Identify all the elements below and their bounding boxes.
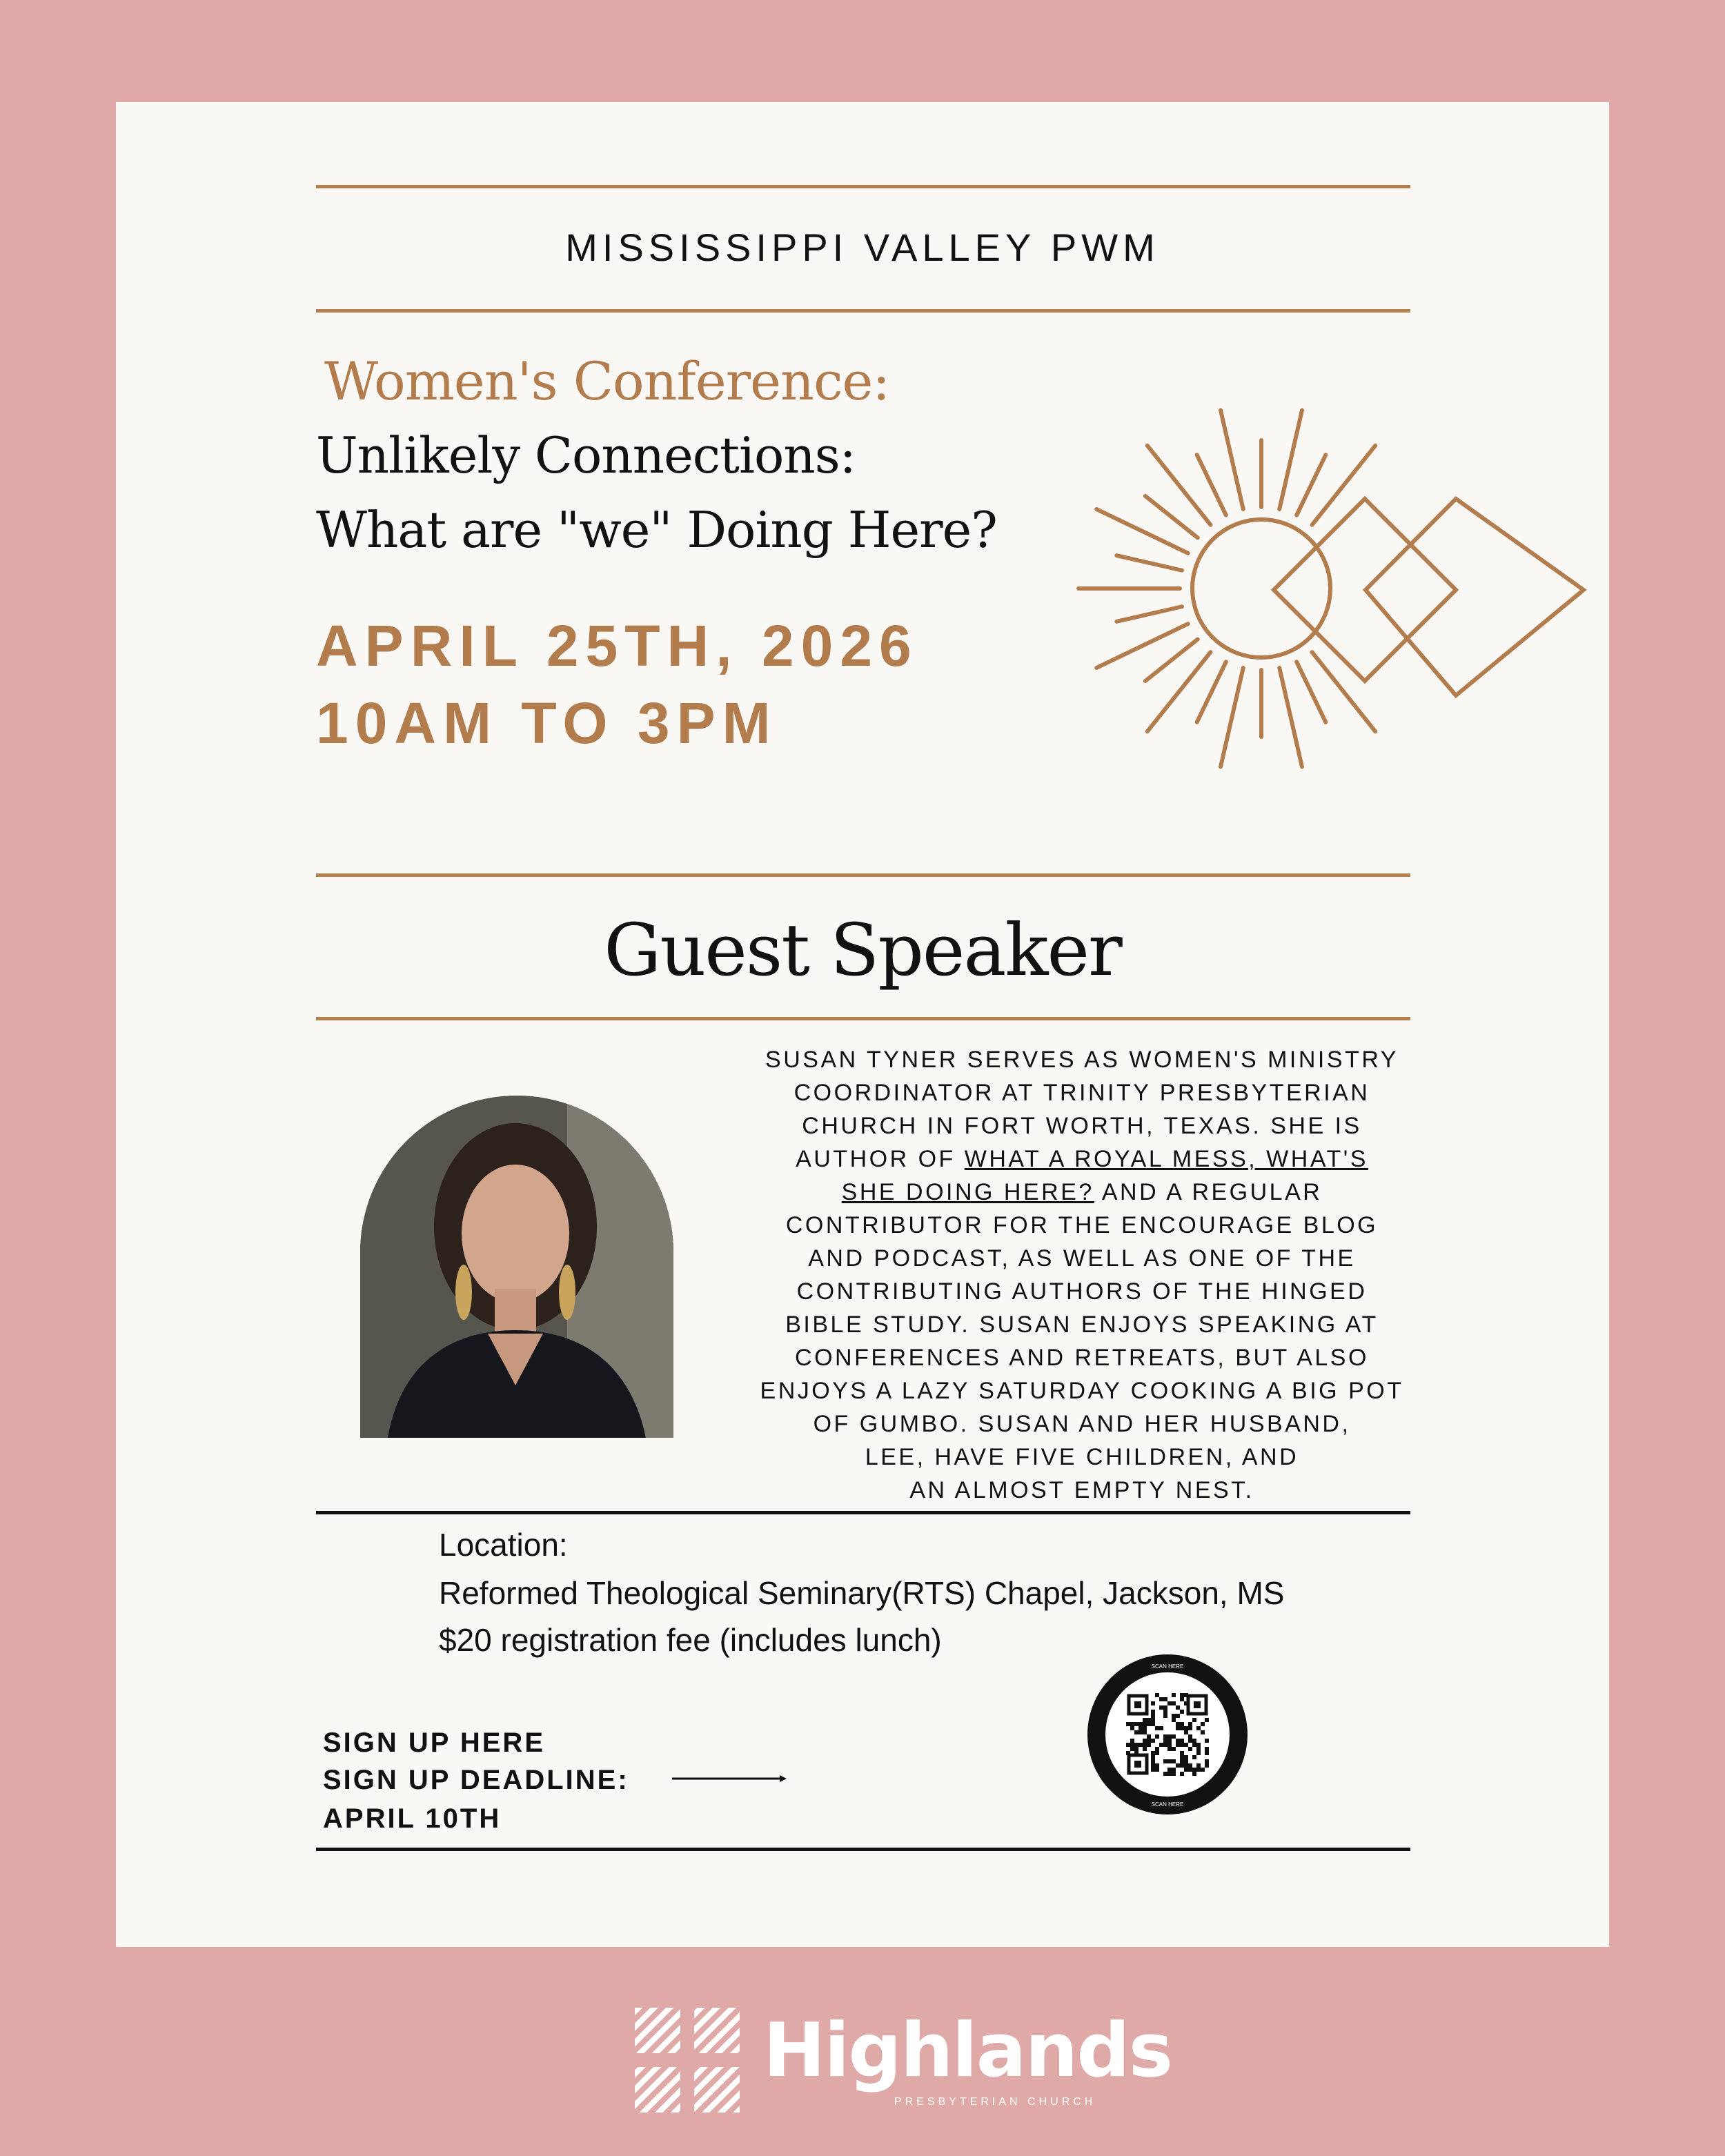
qr-module [1138,1722,1143,1726]
qr-module [1184,1763,1188,1768]
qr-bottom-label: SCAN HERE [1151,1801,1184,1808]
book-title-part1: WHAT A ROYAL MESS, WHAT'S [964,1146,1368,1172]
arrow-right-icon [671,1772,788,1786]
qr-module [1151,1722,1155,1726]
bio-line [737,1143,1427,1176]
organization-title: MISSISSIPPI VALLEY PWM [565,226,1160,269]
book-title-part2: SHE DOING HERE? [841,1179,1094,1205]
sun-ray [1221,411,1243,509]
qr-module [1167,1743,1172,1747]
qr-module [1184,1768,1188,1772]
qr-module [1151,1701,1155,1705]
signup-deadline-label: SIGN UP DEADLINE: [323,1765,629,1795]
qr-module [1184,1743,1188,1747]
event-time: 10AM TO 3PM [316,691,778,755]
qr-module [1172,1747,1176,1751]
sun-ray [1197,662,1226,722]
qr-module [1176,1705,1180,1710]
qr-module [1155,1747,1159,1751]
qr-module [1159,1705,1163,1710]
registration-fee: $20 registration fee (includes lunch) [439,1622,942,1658]
qr-module [1196,1763,1201,1768]
qr-module [1151,1714,1155,1718]
qr-module [1163,1710,1167,1714]
qr-module [1134,1730,1138,1734]
qr-module [1151,1739,1155,1743]
sun-ray [1116,555,1182,571]
qr-module [1151,1718,1155,1722]
qr-module [1138,1743,1143,1747]
qr-module [1201,1722,1205,1726]
qr-module [1151,1768,1155,1772]
event-date: APRIL 25TH, 2026 [316,613,918,678]
bio-text: AND A REGULAR [1094,1179,1323,1205]
qr-module [1188,1768,1192,1772]
sun-ray [1279,411,1302,509]
qr-module [1163,1734,1167,1739]
qr-module [1196,1768,1201,1772]
qr-module [1188,1747,1192,1751]
qr-module [1138,1726,1143,1730]
qr-module [1143,1726,1147,1730]
qr-module [1155,1768,1159,1772]
bio-line: CONFERENCES AND RETREATS, BUT ALSO [795,1345,1369,1371]
qr-module [1155,1693,1159,1697]
bio-line: CHURCH IN FORT WORTH, TEXAS. SHE IS [802,1113,1362,1139]
qr-module [1192,1772,1196,1776]
sun-ray [1147,652,1211,731]
qr-module [1143,1743,1147,1747]
qr-module [1180,1739,1184,1743]
qr-module [1205,1739,1209,1743]
logo-wordmark: Highlands [763,2008,1172,2094]
qr-module [1188,1722,1192,1726]
qr-module [1147,1734,1151,1739]
qr-module [1126,1722,1130,1726]
bio-line: ENJOYS A LAZY SATURDAY COOKING A BIG POT [760,1378,1404,1404]
bio-line: AN ALMOST EMPTY NEST. [909,1477,1254,1503]
qr-top-label: SCAN HERE [1151,1663,1184,1670]
qr-module [1167,1734,1172,1739]
sun-ray [1312,446,1376,525]
qr-module [1163,1697,1167,1701]
event-title-line2: What are "we" Doing Here? [316,501,997,559]
qr-module [1201,1730,1205,1734]
bio-line: LEE, HAVE FIVE CHILDREN, AND [865,1444,1299,1470]
qr-module [1130,1726,1134,1730]
sun-ray [1221,668,1243,767]
qr-module [1147,1718,1151,1722]
qr-module [1163,1739,1167,1743]
qr-module [1143,1739,1147,1743]
qr-module [1151,1751,1155,1755]
qr-module [1180,1726,1184,1730]
qr-module [1167,1768,1172,1772]
qr-module [1130,1743,1134,1747]
qr-module [1163,1759,1167,1763]
qr-module [1126,1743,1130,1747]
qr-module [1172,1759,1176,1763]
logo-subtitle: PRESBYTERIAN CHURCH [894,2096,1096,2108]
qr-module [1180,1722,1184,1726]
qr-module [1184,1755,1188,1759]
qr-module [1130,1739,1134,1743]
sun-ray [1279,668,1302,767]
qr-module [1130,1722,1134,1726]
qr-module [1176,1726,1180,1730]
qr-module [1147,1722,1151,1726]
qr-module [1176,1763,1180,1768]
qr-module [1196,1747,1201,1751]
location-label: Location: [439,1527,568,1563]
qr-module [1192,1743,1196,1747]
bio-line: BIBLE STUDY. SUSAN ENJOYS SPEAKING AT [785,1312,1379,1338]
qr-module [1184,1726,1188,1730]
bio-line: CONTRIBUTING AUTHORS OF THE HINGED [796,1278,1368,1305]
qr-module [1138,1730,1143,1734]
qr-module [1143,1747,1147,1751]
qr-module [1159,1697,1163,1701]
qr-module [1151,1759,1155,1763]
qr-code[interactable] [1086,1653,1249,1816]
qr-module [1180,1710,1184,1714]
sun-ray [1197,455,1226,515]
qr-module [1205,1759,1209,1763]
qr-module [1205,1718,1209,1722]
qr-module [1134,1743,1138,1747]
qr-module [1151,1710,1155,1714]
details-bottom-rule [316,1848,1410,1851]
qr-module [1151,1763,1155,1768]
qr-module [1155,1751,1159,1755]
conference-subtitle: Women's Conference: [324,350,890,412]
qr-module [1196,1743,1201,1747]
qr-module [1184,1730,1188,1734]
sun-ray [1297,662,1325,722]
qr-module [1172,1714,1176,1718]
qr-module [1167,1747,1172,1751]
qr-module [1155,1763,1159,1768]
details-top-rule [316,1511,1410,1514]
qr-module [1180,1743,1184,1747]
qr-module [1192,1739,1196,1743]
top-rule [316,185,1410,188]
qr-module [1147,1743,1151,1747]
qr-module [1163,1705,1167,1710]
qr-module [1172,1693,1176,1697]
qr-module [1192,1718,1196,1722]
qr-module [1172,1718,1176,1722]
qr-module [1163,1772,1167,1776]
qr-module [1176,1722,1180,1726]
qr-module [1184,1759,1188,1763]
qr-module [1205,1751,1209,1755]
qr-module [1196,1751,1201,1755]
qr-module [1172,1772,1176,1776]
qr-module [1167,1772,1172,1776]
flyer-card [116,102,1609,1947]
qr-module [1130,1747,1134,1751]
qr-module [1143,1722,1147,1726]
qr-module [1180,1751,1184,1755]
org-rule [316,309,1410,313]
qr-module [1163,1743,1167,1747]
qr-module [1188,1763,1192,1768]
qr-module [1176,1743,1180,1747]
signup-deadline-date: APRIL 10TH [323,1803,502,1834]
speaker-bio [737,1043,1427,1507]
qr-module [1180,1693,1184,1697]
bio-line: AND PODCAST, AS WELL AS ONE OF THE [808,1245,1356,1272]
qr-module [1151,1755,1155,1759]
event-title-line1: Unlikely Connections: [316,426,856,484]
speaker-bottom-rule [316,1017,1410,1020]
qr-module [1188,1726,1192,1730]
qr-module [1143,1730,1147,1734]
qr-module [1180,1697,1184,1701]
sun-ray [1145,640,1198,681]
qr-module [1159,1726,1163,1730]
qr-module [1192,1768,1196,1772]
qr-module [1143,1718,1147,1722]
qr-module [1147,1739,1151,1743]
speaker-top-rule [316,873,1410,877]
qr-module [1205,1747,1209,1751]
qr-module [1167,1739,1172,1743]
qr-module [1167,1759,1172,1763]
qr-module [1176,1739,1180,1743]
sun-diamond-icon [1061,392,1606,889]
bio-line: OF GUMBO. SUSAN AND HER HUSBAND, [813,1411,1351,1437]
sun-ray [1116,606,1182,622]
qr-module [1155,1734,1159,1739]
qr-module [1180,1759,1184,1763]
signup-line1: SIGN UP HERE [323,1728,545,1758]
sun-ray [1312,652,1376,731]
bio-line [737,1176,1427,1209]
qr-module [1192,1755,1196,1759]
qr-module [1172,1734,1176,1739]
qr-module [1188,1734,1192,1739]
qr-module [1159,1743,1163,1747]
qr-module [1155,1726,1159,1730]
bio-line: COORDINATOR AT TRINITY PRESBYTERIAN [793,1080,1370,1106]
qr-module [1172,1768,1176,1772]
qr-module [1167,1701,1172,1705]
bio-text: AUTHOR OF [796,1146,965,1172]
qr-module [1163,1714,1167,1718]
qr-module [1134,1722,1138,1726]
qr-module [1176,1714,1180,1718]
bio-line: SUSAN TYNER SERVES AS WOMEN'S MINISTRY [765,1047,1399,1073]
bio-line: CONTRIBUTOR FOR THE ENCOURAGE BLOG [785,1212,1379,1238]
qr-module [1205,1763,1209,1768]
qr-module [1180,1763,1184,1768]
sun-ray [1147,446,1211,525]
qr-module [1196,1726,1201,1730]
sun-ray [1096,624,1187,668]
highlands-logo-icon [635,2008,740,2113]
qr-module [1134,1747,1138,1751]
sun-ray [1297,455,1325,515]
qr-module [1201,1768,1205,1772]
location-value: Reformed Theological Seminary(RTS) Chapel, Jackson, MS [439,1575,1285,1611]
qr-module [1172,1701,1176,1705]
qr-module [1180,1755,1184,1759]
speaker-photo [360,1096,673,1438]
sun-ray [1145,496,1198,537]
qr-module [1180,1772,1184,1776]
sun-ray [1096,509,1187,553]
qr-module [1188,1739,1192,1743]
guest-speaker-heading: Guest Speaker [604,908,1121,992]
